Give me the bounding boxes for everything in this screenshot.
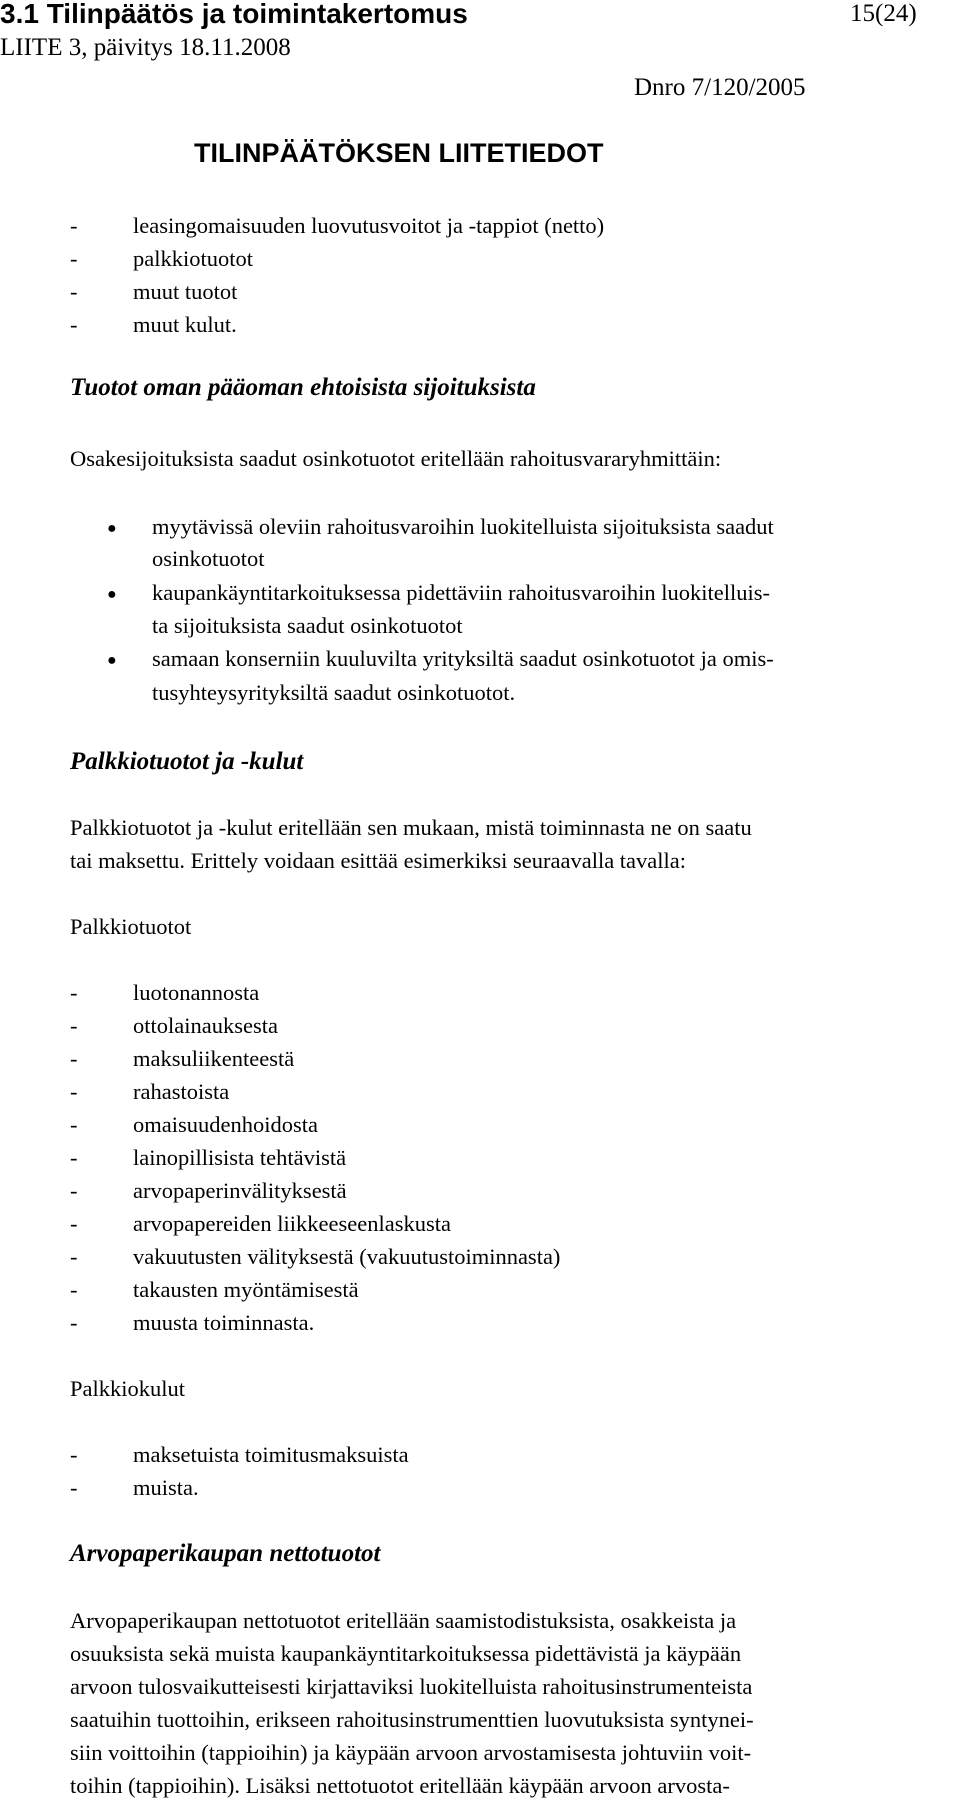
paragraph-line: arvoon tulosvaikutteisesti kirjattaviksi luokitelluista rahoitusinstrumenteista [70, 1674, 753, 1699]
page-number: 15(24) [850, 0, 917, 27]
bullet-text: kaupankäyntitarkoituksessa pidettäviin rahoitusvaroihin luokitelluis- [152, 580, 771, 605]
list-item-text: palkkiotuotot [133, 246, 253, 271]
paragraph-line: siin voittoihin (tappioihin) ja käypään arvoon arvostamisesta johtuviin voit- [70, 1740, 752, 1765]
paragraph-line: osuuksista sekä muista kaupankäyntitarkoituksessa pidettävistä ja käypään [70, 1641, 742, 1666]
list-item-text: muut tuotot [133, 279, 238, 304]
list-item-text: lainopillisista tehtävistä [133, 1145, 347, 1170]
section-heading-fees: Palkkiotuotot ja -kulut [70, 748, 304, 775]
list-item-text: vakuutusten välityksestä (vakuutustoiminnasta) [133, 1244, 561, 1269]
list-item-text: muista. [133, 1475, 199, 1500]
list-item-text: takausten myöntämisestä [133, 1277, 359, 1302]
paragraph-line: tai maksettu. Erittely voidaan esittää esimerkiksi seuraavalla tavalla: [70, 848, 687, 873]
section-heading-dividends: Tuotot oman pääoman ehtoisista sijoituksista [70, 374, 536, 401]
record-number: Dnro 7/120/2005 [634, 74, 806, 101]
section-intro: Osakesijoituksista saadut osinkotuotot eritellään rahoitusvararyhmittäin: [70, 446, 722, 471]
fee-income-label: Palkkiotuotot [70, 914, 192, 939]
list-item-text: arvopapereiden liikkeeseenlaskusta [133, 1211, 451, 1236]
list-item-text: arvopaperinvälityksestä [133, 1178, 347, 1203]
appendix-date: LIITE 3, päivitys 18.11.2008 [0, 34, 291, 61]
list-item-text: omaisuudenhoidosta [133, 1112, 318, 1137]
list-item-text: luotonannosta [133, 980, 260, 1005]
bullet-icon: ● [107, 586, 117, 603]
list-item-text: maksuliikenteestä [133, 1046, 295, 1071]
bullet-text: ta sijoituksista saadut osinkotuotot [152, 613, 463, 638]
section-heading-securities: Arvopaperikaupan nettotuotot [70, 1540, 381, 1567]
list-item-text: leasingomaisuuden luovutusvoitot ja -tappiot (netto) [133, 213, 605, 238]
bullet-text: myytävissä oleviin rahoitusvaroihin luokitelluista sijoituksista saadut [152, 514, 774, 539]
list-item-text: muut kulut. [133, 312, 237, 337]
bullet-text: samaan konserniin kuuluvilta yrityksiltä saadut osinkotuotot ja omis- [152, 646, 774, 671]
bullet-text: osinkotuotot [152, 546, 265, 571]
document-title: TILINPÄÄTÖKSEN LIITETIEDOT [194, 138, 604, 168]
paragraph-line: Arvopaperikaupan nettotuotot eritellään saamistodistuksista, osakkeista ja [70, 1608, 737, 1633]
paragraph-line: toihin (tappioihin). Lisäksi nettotuotot eritellään käypään arvoon arvosta- [70, 1773, 730, 1798]
bullet-icon: ● [107, 652, 117, 669]
section-title: 3.1 Tilinpäätös ja toimintakertomus [0, 0, 468, 29]
bullet-icon: ● [107, 520, 117, 537]
list-item-text: muusta toiminnasta. [133, 1310, 315, 1335]
fee-expense-label: Palkkiokulut [70, 1376, 186, 1401]
list-item-text: ottolainauksesta [133, 1013, 278, 1038]
paragraph-line: Palkkiotuotot ja -kulut eritellään sen mukaan, mistä toiminnasta ne on saatu [70, 815, 752, 840]
paragraph-line: saatuihin tuottoihin, erikseen rahoitusinstrumenttien luovutuksista syntynei- [70, 1707, 754, 1732]
bullet-text: tusyhteysyrityksiltä saadut osinkotuotot. [152, 680, 516, 705]
list-item-text: maksetuista toimitusmaksuista [133, 1442, 409, 1467]
list-item-text: rahastoista [133, 1079, 230, 1104]
